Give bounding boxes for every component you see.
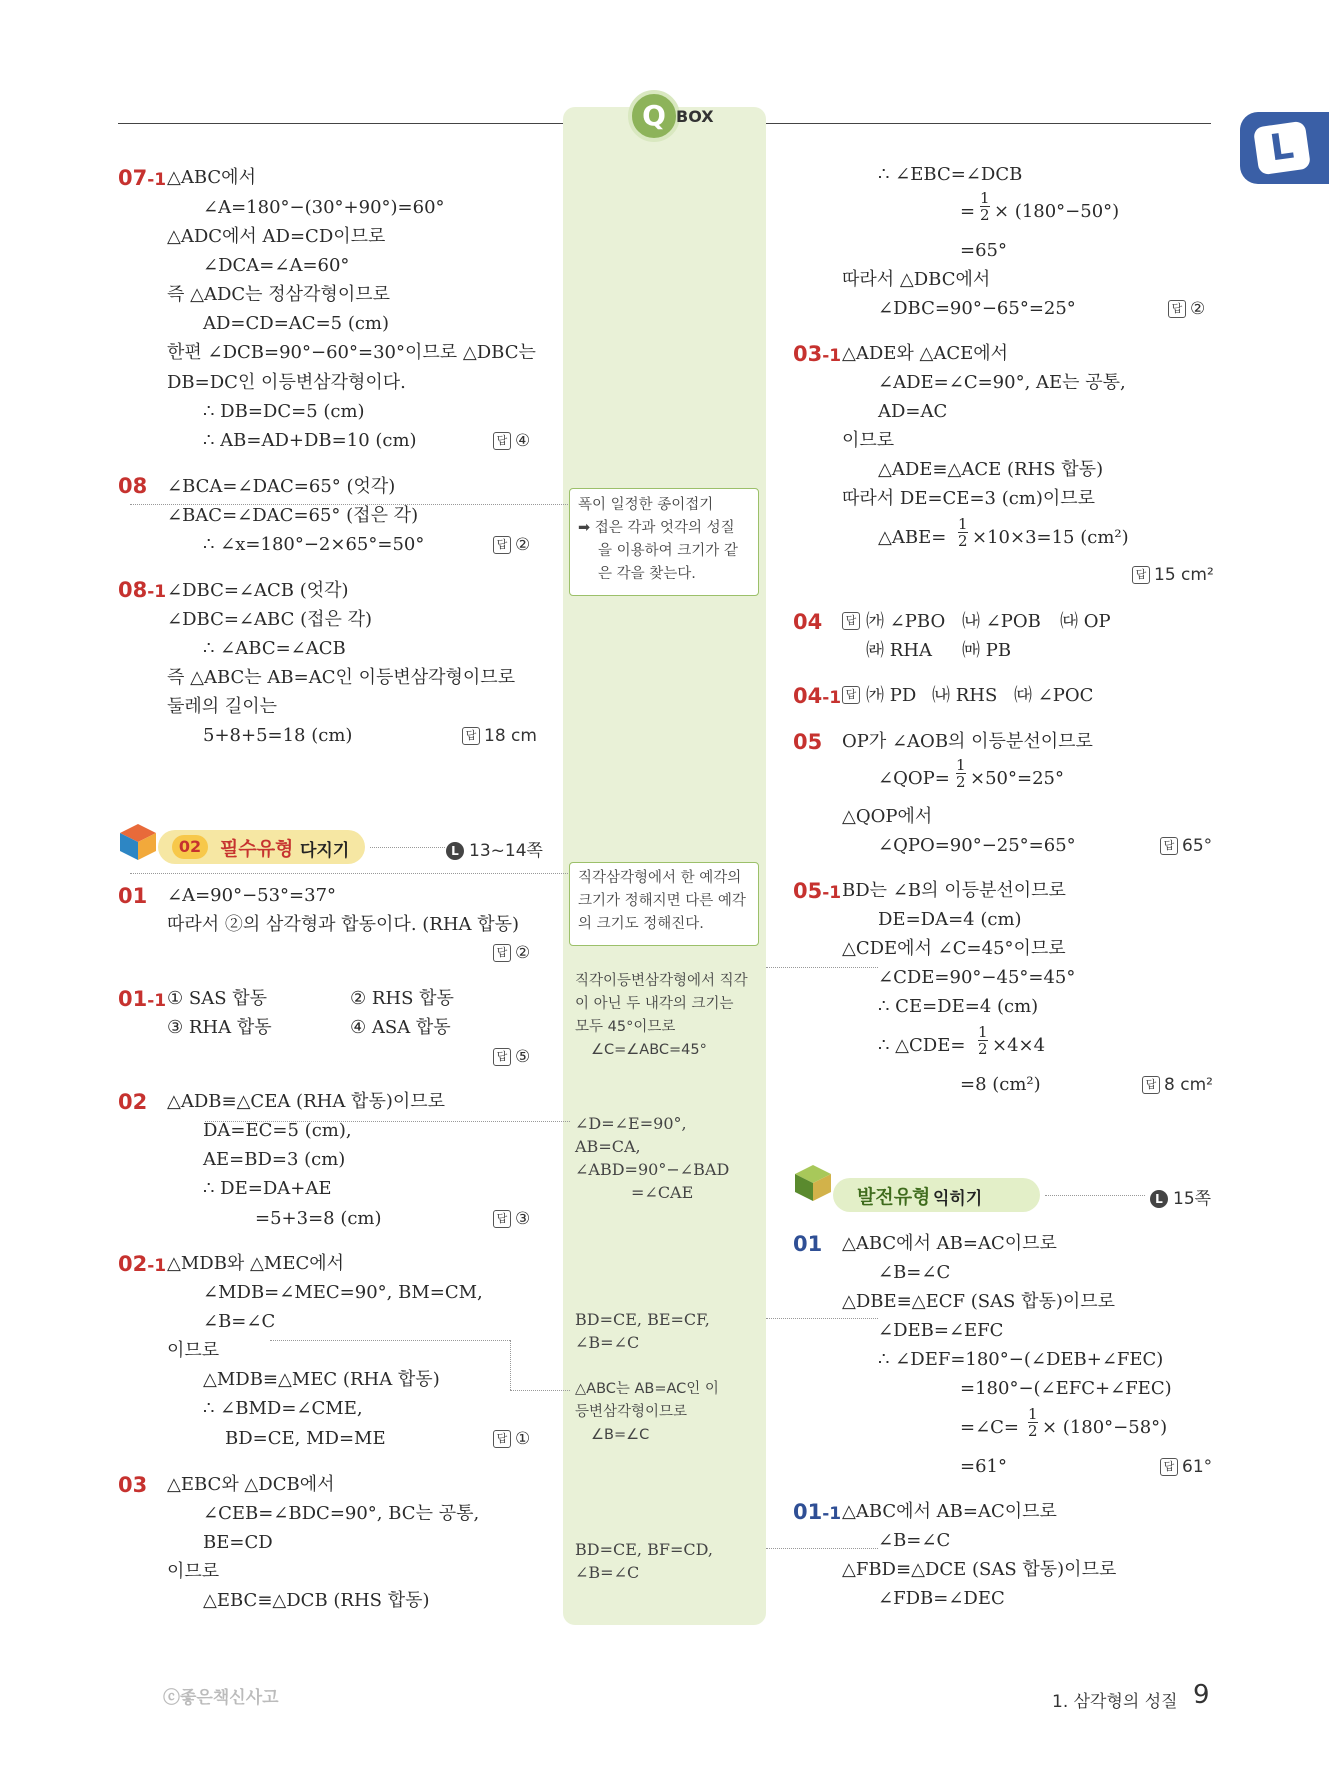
problem-08-1: [118, 578, 166, 602]
note-congruent-sides: [575, 1308, 710, 1354]
page-range: 15쪽: [1173, 1189, 1212, 1209]
line: ∠DBC=∠ABC (접은 각): [167, 609, 372, 630]
problem-number: 03: [793, 342, 823, 366]
line: =8 (cm²): [960, 1074, 1041, 1095]
note-line: BD=CE, BF=CD,: [575, 1540, 713, 1559]
line: × (180°−58°): [1042, 1417, 1168, 1438]
line: DB=DC인 이등변삼각형이다.: [167, 372, 406, 393]
line: ×50°=25°: [970, 768, 1064, 789]
note-paper-folding: [578, 494, 738, 586]
answer-icon: 답: [1160, 1458, 1178, 1476]
section-cube-icon: [118, 822, 158, 862]
answer-icon: 답: [493, 536, 511, 554]
line: ×4×4: [992, 1035, 1046, 1056]
leader-line: [766, 1318, 878, 1319]
line: ㈎ PD: [866, 685, 917, 706]
answer-value: ④: [515, 431, 531, 451]
page-number: 9: [1193, 1680, 1210, 1710]
line: × (180°−50°): [994, 201, 1120, 222]
chapter-tab-letter: L: [1253, 121, 1311, 176]
leader-line: [510, 1390, 570, 1391]
line: ∠DBC=∠ACB (엇각): [167, 580, 349, 601]
line: BE=CD: [203, 1532, 273, 1553]
problem-08: [118, 474, 147, 498]
problem-02: [118, 1090, 147, 1114]
problem-number: 08: [118, 474, 148, 498]
line: ② RHS 합동: [350, 988, 454, 1009]
line: △DBE≡△ECF (SAS 합동)이므로: [842, 1291, 1116, 1312]
line: ∠B=∠C: [203, 1311, 276, 1332]
section-title-green: 발전유형: [857, 1186, 931, 1208]
line: ∴ ∠ABC=∠ACB: [203, 638, 346, 659]
note-line: 직각이등변삼각형에서 직각: [575, 973, 748, 989]
page-range: 13~14쪽: [469, 841, 543, 861]
line: 5+8+5=18 (cm): [203, 725, 353, 746]
answer-icon: 답: [842, 686, 860, 704]
line: 따라서 DE=CE=3 (cm)이므로: [842, 488, 1096, 509]
answer-value: 65°: [1182, 836, 1213, 856]
problem-05-1: [793, 879, 841, 903]
problem-04: [793, 610, 822, 634]
note-line: ∠C=∠ABC=45°: [591, 1042, 707, 1058]
problem-number: 05: [793, 730, 823, 754]
line: ∠A=90°−53°=37°: [167, 885, 337, 906]
answer: [493, 535, 530, 555]
answer-icon: 답: [1168, 300, 1186, 318]
line: =∠C=: [960, 1417, 1020, 1438]
section-title-red: 필수유형: [220, 838, 294, 860]
note-line: 폭이 일정한 종이접기: [578, 497, 714, 513]
qbox-q-icon: Q: [628, 90, 680, 142]
note-sides-equal: [575, 1538, 713, 1584]
problem-07-1: [118, 166, 166, 190]
line: AD=AC: [878, 401, 948, 422]
problem-number: 01: [118, 987, 148, 1011]
problem-01-1: [118, 987, 166, 1011]
answer-icon: 답: [462, 727, 480, 745]
problem-04-1: [793, 684, 841, 708]
problem-03: [118, 1473, 147, 1497]
line: ∠BCA=∠DAC=65° (엇각): [167, 476, 396, 497]
answer: [1142, 1075, 1213, 1095]
problem-05: [793, 730, 822, 754]
line: ∠QOP=: [878, 768, 950, 789]
line: △QOP에서: [842, 806, 933, 827]
problem-03-1: [793, 342, 841, 366]
line: =61°: [960, 1456, 1007, 1477]
note-line: ➡ 접은 각과 엇각의 성질: [578, 520, 735, 536]
problem-number: 04: [793, 610, 823, 634]
answer-value: ②: [1190, 299, 1206, 319]
answer: [493, 431, 530, 451]
note-line: ∠D=∠E=90°,: [575, 1114, 687, 1133]
line: ∴ ∠x=180°−2×65°=50°: [203, 534, 425, 555]
line: ㈏ RHS: [932, 685, 998, 706]
line: ㈏ ∠POB: [962, 611, 1041, 632]
line: OP가 ∠AOB의 이등분선이므로: [842, 731, 1093, 752]
answer-icon: 답: [493, 1048, 511, 1066]
answer: [1160, 1457, 1212, 1477]
fraction: [958, 516, 968, 549]
line: ∴ DE=DA+AE: [203, 1178, 332, 1199]
leader-line: [510, 1340, 511, 1390]
line: △ADC에서 AD=CD이므로: [167, 226, 386, 247]
l-circle-icon: L: [446, 842, 464, 860]
line: AE=BD=3 (cm): [203, 1149, 346, 1170]
leader-line: [270, 1340, 510, 1341]
problem-number: 01: [118, 884, 148, 908]
section-title-black: 다지기: [300, 841, 350, 861]
line: 한편 ∠DCB=90°−60°=30°이므로 △DBC는: [167, 342, 536, 363]
note-line: AB=CA,: [575, 1137, 641, 1156]
denominator: 2: [1028, 1422, 1038, 1440]
line: ∠DCA=∠A=60°: [203, 255, 350, 276]
note-line: 크기가 정해지면 다른 예각: [578, 893, 746, 909]
answer-icon: 답: [493, 944, 511, 962]
section-page-ref: [1150, 1184, 1211, 1209]
note-line: ∠B=∠C: [575, 1563, 640, 1582]
line: ∴ CE=DE=4 (cm): [878, 996, 1039, 1017]
note-line: 이 아닌 두 내각의 크기는: [575, 996, 734, 1012]
note-line: BD=CE, BE=CF,: [575, 1310, 710, 1329]
line: ㈎ ∠PBO: [866, 611, 946, 632]
answer-value: ②: [515, 943, 531, 963]
line: ∠QPO=90°−25°=65°: [878, 835, 1076, 856]
line: ∴ ∠DEF=180°−(∠DEB+∠FEC): [878, 1349, 1164, 1370]
section-badge: 02: [172, 835, 208, 859]
leader-line: [370, 847, 445, 848]
line: ③ RHA 합동: [167, 1017, 272, 1038]
line: 둘레의 길이는: [167, 696, 278, 717]
fraction: [1028, 1406, 1038, 1439]
answer-icon: 답: [1160, 837, 1178, 855]
line: ① SAS 합동: [167, 988, 268, 1009]
fraction: [956, 757, 966, 790]
answer: [462, 726, 537, 746]
line: 이므로: [167, 1561, 220, 1582]
line: △ADE≡△ACE (RHS 합동): [878, 459, 1104, 480]
answer: [493, 1209, 530, 1229]
line: =5+3=8 (cm): [255, 1208, 382, 1229]
answer-icon: 답: [493, 1210, 511, 1228]
answer-value: ③: [515, 1209, 531, 1229]
l-circle-icon: L: [1150, 1190, 1168, 1208]
line: 따라서 ②의 삼각형과 합동이다. (RHA 합동): [167, 914, 520, 935]
leader-line: [766, 967, 878, 968]
leader-line: [766, 1548, 878, 1549]
line: ∠CDE=90°−45°=45°: [878, 967, 1076, 988]
line: ∴ ∠EBC=∠DCB: [878, 164, 1023, 185]
line: △ABC에서 AB=AC이므로: [842, 1233, 1057, 1254]
line: ㈐ ∠POC: [1014, 685, 1094, 706]
line: BD=CE, MD=ME: [225, 1428, 386, 1449]
problem-sub: -1: [147, 991, 167, 1011]
line: DA=EC=5 (cm),: [203, 1120, 352, 1141]
answer: [1132, 565, 1214, 585]
numerator: 1: [956, 756, 966, 774]
problem-number: 07: [118, 166, 148, 190]
denominator: 2: [956, 773, 966, 791]
line: ∠DEB=∠EFC: [878, 1320, 1004, 1341]
line: ∠CEB=∠BDC=90°, BC는 공통,: [203, 1503, 480, 1524]
note-right-triangle: [578, 867, 746, 936]
fraction: [980, 190, 990, 223]
problem-number: 02: [118, 1090, 148, 1114]
answer-value: ②: [515, 535, 531, 555]
fraction: [978, 1024, 988, 1057]
line: ㈒ PB: [962, 640, 1012, 661]
line: ∴ ∠BMD=∠CME,: [203, 1398, 363, 1419]
line: △MDB와 △MEC에서: [167, 1253, 345, 1274]
line: △EBC와 △DCB에서: [167, 1474, 335, 1495]
line: △MDB≡△MEC (RHA 합동): [203, 1369, 440, 1390]
line: ㈐ OP: [1060, 611, 1111, 632]
qbox-label: BOX: [676, 107, 714, 126]
line: △ADE와 △ACE에서: [842, 343, 1009, 364]
line: ∠B=∠C: [878, 1262, 951, 1283]
leader-line: [130, 504, 570, 505]
chapter-title: 1. 삼각형의 성질: [1052, 1692, 1178, 1712]
leader-line: [1045, 1195, 1145, 1196]
answer-value: 15 cm²: [1154, 565, 1214, 585]
line: △ABC에서: [167, 167, 256, 188]
line: △CDE에서 ∠C=45°이므로: [842, 938, 1066, 959]
line: AD=CD=AC=5 (cm): [203, 313, 390, 334]
note-line: ∠B=∠C: [591, 1427, 650, 1443]
line: 이므로: [167, 1340, 220, 1361]
answer-mark: [842, 611, 864, 631]
problem-sub: -1: [822, 688, 842, 708]
line: =180°−(∠EFC+∠FEC): [960, 1378, 1172, 1399]
denominator: 2: [958, 532, 968, 550]
problem-number: 01: [793, 1232, 823, 1256]
problem-01: [118, 884, 147, 908]
numerator: 1: [1028, 1405, 1038, 1423]
line: 즉 △ADC는 정삼각형이므로: [167, 284, 390, 305]
note-angles: [575, 1112, 729, 1204]
line: ∴ DB=DC=5 (cm): [203, 401, 365, 422]
note-line: △ABC는 AB=AC인 이: [575, 1381, 719, 1397]
answer-value: 61°: [1182, 1457, 1213, 1477]
line: △ABE=: [878, 527, 947, 548]
answer-icon: 답: [493, 1430, 511, 1448]
answer-mark: [842, 685, 864, 705]
leader-line: [205, 1121, 570, 1122]
denominator: 2: [980, 206, 990, 224]
note-line: ∠B=∠C: [575, 1333, 640, 1352]
line: DE=DA=4 (cm): [878, 909, 1022, 930]
leader-line: [130, 873, 570, 874]
answer: [493, 943, 530, 963]
line: ∠FDB=∠DEC: [878, 1588, 1005, 1609]
answer-icon: 답: [493, 432, 511, 450]
section-page-ref: [446, 836, 543, 861]
line: =65°: [960, 240, 1007, 261]
answer-value: 8 cm²: [1164, 1075, 1213, 1095]
answer-value: ⑤: [515, 1047, 531, 1067]
line: ④ ASA 합동: [350, 1017, 451, 1038]
line: BD는 ∠B의 이등분선이므로: [842, 880, 1066, 901]
problem-r01-1: [793, 1500, 841, 1524]
line: 즉 △ABC는 AB=AC인 이등변삼각형이므로: [167, 667, 516, 688]
problem-sub: -1: [822, 346, 842, 366]
line: ㈑ RHA: [866, 640, 932, 661]
note-line: =∠CAE: [631, 1183, 694, 1202]
problem-number: 01: [793, 1500, 823, 1524]
problem-number: 03: [118, 1473, 148, 1497]
answer-icon: 답: [1142, 1076, 1160, 1094]
note-line: ∠ABD=90°−∠BAD: [575, 1160, 730, 1179]
problem-sub: -1: [147, 582, 167, 602]
line: ∠BAC=∠DAC=65° (접은 각): [167, 505, 419, 526]
line: =: [960, 201, 976, 222]
note-isosceles: [575, 1378, 719, 1447]
problem-number: 08: [118, 578, 148, 602]
problem-r01: [793, 1232, 822, 1256]
line: ×10×3=15 (cm²): [972, 527, 1129, 548]
problem-number: 05: [793, 879, 823, 903]
answer-value: 18 cm: [484, 726, 537, 746]
answer: [493, 1047, 530, 1067]
problem-number: 04: [793, 684, 823, 708]
note-line: 은 각을 찾는다.: [598, 566, 696, 582]
numerator: 1: [978, 1023, 988, 1041]
note-line: 등변삼각형이므로: [575, 1404, 688, 1420]
note-line: 을 이용하여 크기가 같: [598, 543, 738, 559]
answer-icon: 답: [842, 612, 860, 630]
note-line: 의 크기도 정해진다.: [578, 916, 704, 932]
note-line: 직각삼각형에서 한 예각의: [578, 870, 742, 886]
line: ∠MDB=∠MEC=90°, BM=CM,: [203, 1282, 483, 1303]
problem-sub: -1: [822, 883, 842, 903]
top-rule-right: [766, 123, 1211, 124]
line: △FBD≡△DCE (SAS 합동)이므로: [842, 1559, 1117, 1580]
problem-sub: -1: [147, 170, 167, 190]
numerator: 1: [958, 515, 968, 533]
note-line: 모두 45°이므로: [575, 1019, 676, 1035]
section-cube-icon: [793, 1163, 833, 1203]
line: 이므로: [842, 430, 895, 451]
line: ∠B=∠C: [878, 1530, 951, 1551]
publisher-logo: ⓒ좋은책신사고: [163, 1688, 279, 1708]
answer-icon: 답: [1132, 566, 1150, 584]
answer: [493, 1429, 530, 1449]
answer: [1168, 299, 1205, 319]
problem-02-1: [118, 1252, 166, 1276]
problem-sub: -1: [822, 1504, 842, 1524]
line: ∠A=180°−(30°+90°)=60°: [203, 197, 445, 218]
line: ∠ADE=∠C=90°, AE는 공통,: [878, 372, 1126, 393]
problem-sub: -1: [147, 1256, 167, 1276]
line: ∴ AB=AD+DB=10 (cm): [203, 430, 417, 451]
problem-number: 02: [118, 1252, 148, 1276]
note-isosceles-right: [575, 970, 748, 1062]
line: △ADB≡△CEA (RHA 합동)이므로: [167, 1091, 446, 1112]
answer-value: ①: [515, 1429, 531, 1449]
line: ∴ △CDE=: [878, 1035, 966, 1056]
top-rule: [118, 123, 563, 124]
answer: [1160, 836, 1212, 856]
line: △ABC에서 AB=AC이므로: [842, 1501, 1057, 1522]
line: △EBC≡△DCB (RHS 합동): [203, 1590, 430, 1611]
line: 따라서 △DBC에서: [842, 269, 991, 290]
section-title-black: 익히기: [933, 1189, 983, 1209]
line: ∠DBC=90°−65°=25°: [878, 298, 1076, 319]
numerator: 1: [980, 189, 990, 207]
denominator: 2: [978, 1040, 988, 1058]
